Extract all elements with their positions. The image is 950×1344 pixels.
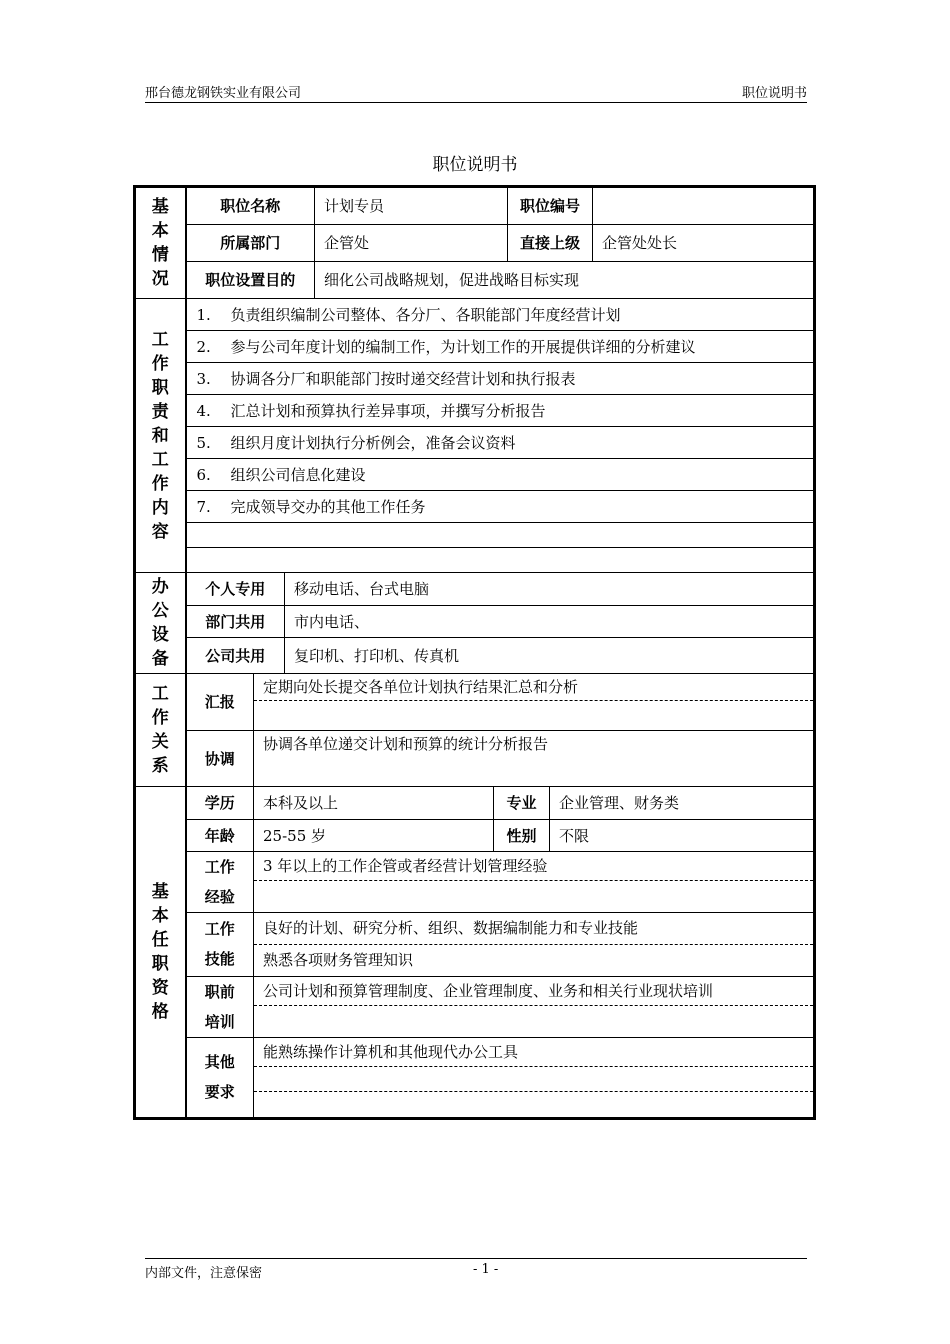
company-name: 邢台德龙钢铁实业有限公司 <box>145 86 302 101</box>
coord-value: 协调各单位递交计划和预算的统计分析报告 <box>263 734 549 753</box>
report-label: 汇报 <box>187 674 254 730</box>
superior-value: 企管处处长 <box>593 224 814 261</box>
training-label: 职前 培训 <box>187 976 254 1037</box>
equipment-value: 市内电话、 <box>285 605 814 637</box>
major-label: 专业 <box>494 787 550 819</box>
section-equipment: 办 公 设 备 <box>135 573 186 674</box>
section-basic-info: 基 本 情 况 <box>135 187 186 299</box>
other-value: 能熟练操作计算机和其他现代办公工具 <box>254 1038 813 1067</box>
purpose-label: 职位设置目的 <box>187 261 315 298</box>
job-description-table <box>133 185 816 1120</box>
job-no-label: 职位编号 <box>508 188 593 224</box>
page-header <box>145 80 807 103</box>
duty-item: 6. 组织公司信息化建设 <box>187 459 814 491</box>
section-relations: 工 作 关 系 <box>135 674 186 787</box>
equipment-value: 复印机、打印机、传真机 <box>285 637 814 673</box>
duty-item: 1. 负责组织编制公司整体、各分厂、各职能部门年度经营计划 <box>187 299 814 331</box>
coord-label: 协调 <box>187 730 254 786</box>
skill-value-1: 良好的计划、研究分析、组织、数据编制能力和专业技能 <box>254 913 813 945</box>
header-doc-type: 职位说明书 <box>741 86 807 101</box>
equipment-label: 个人专用 <box>187 573 285 605</box>
skill-value-2: 熟悉各项财务管理知识 <box>263 950 414 969</box>
age-value: 25-55 岁 <box>254 819 494 851</box>
equipment-value: 移动电话、台式电脑 <box>285 573 814 605</box>
skill-label: 工作 技能 <box>187 912 254 976</box>
experience-label: 工作 经验 <box>187 851 254 912</box>
report-value: 定期向处长提交各单位计划执行结果汇总和分析 <box>254 674 813 701</box>
other-empty-line <box>254 1067 813 1092</box>
duty-item: 7. 完成领导交办的其他工作任务 <box>187 491 814 523</box>
equipment-label: 部门共用 <box>187 605 285 637</box>
confidential-note: 内部文件，注意保密 <box>145 1266 263 1281</box>
duty-item: 4. 汇总计划和预算执行差异事项，并撰写分析报告 <box>187 395 814 427</box>
page-number: - 1 - <box>473 1262 499 1277</box>
gender-value: 不限 <box>550 819 814 851</box>
job-no-value <box>593 188 814 224</box>
document-title: 职位说明书 <box>432 155 518 175</box>
duty-empty-row <box>187 523 814 548</box>
section-qualifications: 基 本 任 职 资 格 <box>135 787 186 1119</box>
training-value: 公司计划和预算管理制度、企业管理制度、业务和相关行业现状培训 <box>254 977 813 1006</box>
other-label: 其他 要求 <box>187 1037 254 1117</box>
duty-item: 5. 组织月度计划执行分析例会，准备会议资料 <box>187 427 814 459</box>
superior-label: 直接上级 <box>508 224 593 261</box>
gender-label: 性别 <box>494 819 550 851</box>
duty-item: 2. 参与公司年度计划的编制工作，为计划工作的开展提供详细的分析建议 <box>187 331 814 363</box>
job-name-label: 职位名称 <box>187 188 315 224</box>
experience-value: 3 年以上的工作企管或者经营计划管理经验 <box>254 852 813 881</box>
dept-label: 所属部门 <box>187 224 315 261</box>
dept-value: 企管处 <box>315 224 508 261</box>
major-value: 企业管理、财务类 <box>550 787 814 819</box>
age-label: 年龄 <box>187 819 254 851</box>
duty-empty-row <box>187 548 814 573</box>
purpose-value: 细化公司战略规划，促进战略目标实现 <box>315 261 814 298</box>
job-name-value: 计划专员 <box>315 188 508 224</box>
equipment-label: 公司共用 <box>187 637 285 673</box>
page-footer <box>145 1258 807 1281</box>
edu-label: 学历 <box>187 787 254 819</box>
duty-item: 3. 协调各分厂和职能部门按时递交经营计划和执行报表 <box>187 363 814 395</box>
section-duties: 工 作 职 责 和 工 作 内 容 <box>135 299 186 573</box>
edu-value: 本科及以上 <box>254 787 494 819</box>
